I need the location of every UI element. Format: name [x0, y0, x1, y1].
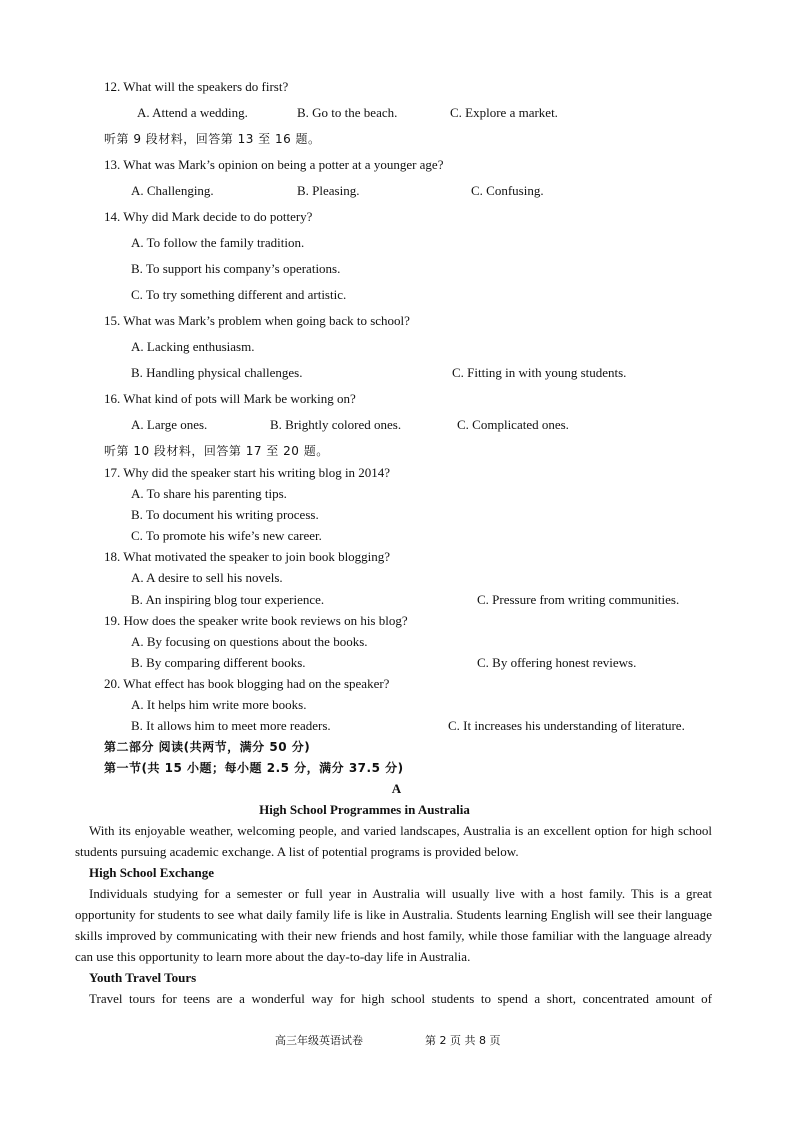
passage-title: High School Programmes in Australia	[259, 802, 470, 817]
question-13: 13. What was Mark’s opinion on being a potter at a younger age?	[104, 157, 444, 172]
question-12: 12. What will the speakers do first?	[104, 79, 289, 94]
q15-option-a: A. Lacking enthusiasm.	[131, 339, 255, 354]
question-20: 20. What effect has book blogging had on the speaker?	[104, 676, 390, 691]
q19-option-c: C. By offering honest reviews.	[477, 655, 637, 670]
q16-option-a: A. Large ones.	[131, 417, 208, 432]
q17-option-b: B. To document his writing process.	[131, 507, 319, 522]
section-10-instruction: 听第 10 段材料，回答第 17 至 20 题。	[104, 444, 329, 458]
q12-option-b: B. Go to the beach.	[297, 105, 398, 120]
tours-heading: Youth Travel Tours	[89, 970, 197, 985]
part-two-heading: 第二部分 阅读(共两节，满分 50 分)	[104, 740, 311, 754]
q20-option-a: A. It helps him write more books.	[131, 697, 307, 712]
q18-option-b: B. An inspiring blog tour experience.	[131, 592, 325, 607]
question-19: 19. How does the speaker write book reviews on his blog?	[104, 613, 408, 628]
q17-option-c: C. To promote his wife’s new career.	[131, 528, 322, 543]
q17-option-a: A. To share his parenting tips.	[131, 486, 287, 501]
footer-page-info: 第 2 页 共 8 页	[425, 1034, 501, 1047]
q12-option-a: A. Attend a wedding.	[137, 105, 248, 120]
question-17: 17. Why did the speaker start his writing blog in 2014?	[104, 465, 391, 480]
question-15: 15. What was Mark’s problem when going back to school?	[104, 313, 410, 328]
tours-paragraph: Travel tours for teens are a wonderful way for high school students to spend a short, concentrated amount of	[89, 991, 712, 1006]
q20-option-b: B. It allows him to meet more readers.	[131, 718, 331, 733]
question-14: 14. Why did Mark decide to do pottery?	[104, 209, 313, 224]
question-16: 16. What kind of pots will Mark be working on?	[104, 391, 356, 406]
q18-option-a: A. A desire to sell his novels.	[131, 570, 283, 585]
q13-option-b: B. Pleasing.	[297, 183, 360, 198]
q20-option-c: C. It increases his understanding of literature.	[448, 718, 685, 733]
q12-option-c: C. Explore a market.	[450, 105, 558, 120]
exchange-paragraph: Individuals studying for a semester or full year in Australia will usually live with a host family. This is a great opportunity for students to see what daily family life is like in Australia. Students learning English will see their language skills improved by communicating with their new friends and host family, while those familiar with the language already can use this opportunity to learn more about the day-to-day life in Australia.	[75, 886, 712, 964]
section-9-instruction: 听第 9 段材料，回答第 13 至 16 题。	[104, 132, 321, 146]
section-one-heading: 第一节(共 15 小题；每小题 2.5 分，满分 37.5 分)	[104, 761, 404, 775]
passage-letter: A	[391, 781, 402, 796]
q13-option-a: A. Challenging.	[131, 183, 214, 198]
q15-option-b: B. Handling physical challenges.	[131, 365, 303, 380]
q16-option-c: C. Complicated ones.	[457, 417, 569, 432]
q13-option-c: C. Confusing.	[471, 183, 544, 198]
q14-option-b: B. To support his company’s operations.	[131, 261, 341, 276]
q14-option-c: C. To try something different and artistic.	[131, 287, 347, 302]
q15-option-c: C. Fitting in with young students.	[452, 365, 627, 380]
q19-option-a: A. By focusing on questions about the books.	[131, 634, 368, 649]
q16-option-b: B. Brightly colored ones.	[270, 417, 402, 432]
footer-exam-name: 高三年级英语试卷	[275, 1034, 363, 1047]
q18-option-c: C. Pressure from writing communities.	[477, 592, 680, 607]
exchange-heading: High School Exchange	[89, 865, 214, 880]
passage-intro: With its enjoyable weather, welcoming people, and varied landscapes, Australia is an excellent option for high school students pursuing academic exchange. A list of potential programs is provided below.	[75, 823, 712, 859]
question-18: 18. What motivated the speaker to join book blogging?	[104, 549, 391, 564]
q14-option-a: A. To follow the family tradition.	[131, 235, 305, 250]
q19-option-b: B. By comparing different books.	[131, 655, 306, 670]
